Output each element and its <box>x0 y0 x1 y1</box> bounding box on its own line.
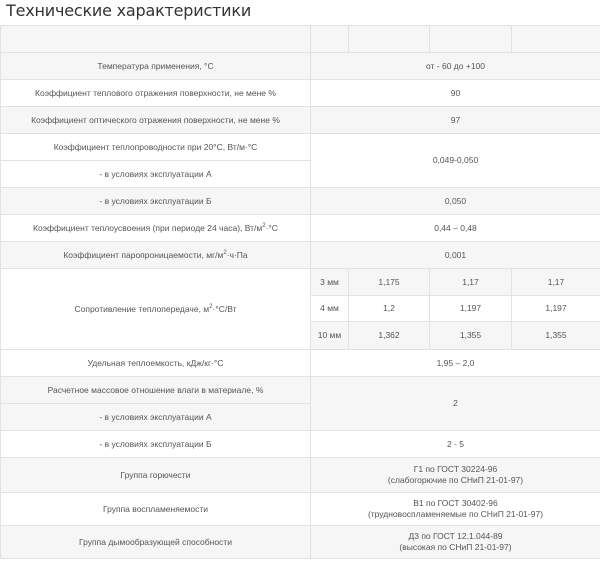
row-label: - в условиях эксплуатации А <box>1 404 311 431</box>
value-cell: 1,197 <box>512 296 600 322</box>
value-cell: 1,17 <box>430 269 512 296</box>
table-row <box>1 107 600 134</box>
table-row <box>1 431 600 458</box>
header-cell <box>430 26 512 53</box>
row-value: 0,050 <box>311 188 600 215</box>
row-value: 2 - 5 <box>311 431 600 458</box>
row-value: 97 <box>311 107 600 134</box>
row-value: Г1 по ГОСТ 30224-96 (слабогорючие по СНиП 21-01-97) <box>311 458 600 493</box>
value-cell: 1,17 <box>512 269 600 296</box>
row-value: 90 <box>311 80 600 107</box>
value-cell: 1,362 <box>349 322 430 350</box>
row-value: Д3 по ГОСТ 12.1.044-89 (высокая по СНиП 21-01-97) <box>311 526 600 559</box>
header-cell <box>311 26 349 53</box>
header-row <box>1 26 600 53</box>
table-row <box>1 215 600 242</box>
row-label: Температура применения, °С <box>1 53 311 80</box>
row-label: - в условиях эксплуатации А <box>1 161 311 188</box>
table-row <box>1 493 600 526</box>
value-cell: 1,2 <box>349 296 430 322</box>
table-row <box>1 458 600 493</box>
header-cell <box>1 26 311 53</box>
row-label: Коэффициент паропроницаемости, $мг/м^2\cdot ч\cdot Па$ <box>1 242 311 269</box>
row-value: 0,001 <box>311 242 600 269</box>
row-label: Коэффициент теплового отражения поверхности, не мене % <box>1 80 311 107</box>
row-label: Коэффициент оптического отражения поверхности, не мене % <box>1 107 311 134</box>
row-value: 0,44 – 0,48 <box>311 215 600 242</box>
value-cell: 1,175 <box>349 269 430 296</box>
row-label: Коэффициент теплопроводности при 20°С, Вт/м·°С <box>1 134 311 161</box>
table-row <box>1 526 600 559</box>
table-row <box>1 134 600 161</box>
row-label: - в условиях эксплуатации Б <box>1 431 311 458</box>
table-row <box>1 242 600 269</box>
row-value: от - 60 до +100 <box>311 53 600 80</box>
value-cell: 1,355 <box>430 322 512 350</box>
row-label: Расчетное массовое отношение влаги в материале, % <box>1 377 311 404</box>
row-label: Группа дымообразующей способности <box>1 526 311 559</box>
thickness-cell: 10 мм <box>311 322 349 350</box>
thickness-cell: 3 мм <box>311 269 349 296</box>
table-row <box>1 188 600 215</box>
header-cell <box>349 26 430 53</box>
row-value: 0,049-0,050 <box>311 134 600 188</box>
table-row <box>1 350 600 377</box>
row-label: Группа воспламеняемости <box>1 493 311 526</box>
table-row <box>1 80 600 107</box>
specs-table <box>0 25 600 559</box>
value-cell: 1,197 <box>430 296 512 322</box>
row-label: Группа горючести <box>1 458 311 493</box>
page-title: Технические характеристики <box>6 1 252 20</box>
row-value: 2 <box>311 377 600 431</box>
table-row <box>1 377 600 404</box>
row-value: 1,95 – 2,0 <box>311 350 600 377</box>
row-label: - в условиях эксплуатации Б <box>1 188 311 215</box>
header-cell <box>512 26 600 53</box>
row-label: Удельная теплоемкость, кДж/кг·°С <box>1 350 311 377</box>
value-cell: 1,355 <box>512 322 600 350</box>
thickness-cell: 4 мм <box>311 296 349 322</box>
row-label: Коэффициент теплоусвоения (при периоде 24 часа), $Вт/м^2\cdot^\circ С$ <box>1 215 311 242</box>
row-label: Сопротивление теплопередаче, $м^2\cdot^\circ С/Вт$ <box>1 269 311 350</box>
row-value: В1 по ГОСТ 30402-96 (трудновоспламеняемые по СНиП 21-01-97) <box>311 493 600 526</box>
table-row <box>1 53 600 80</box>
table-row <box>1 269 600 296</box>
